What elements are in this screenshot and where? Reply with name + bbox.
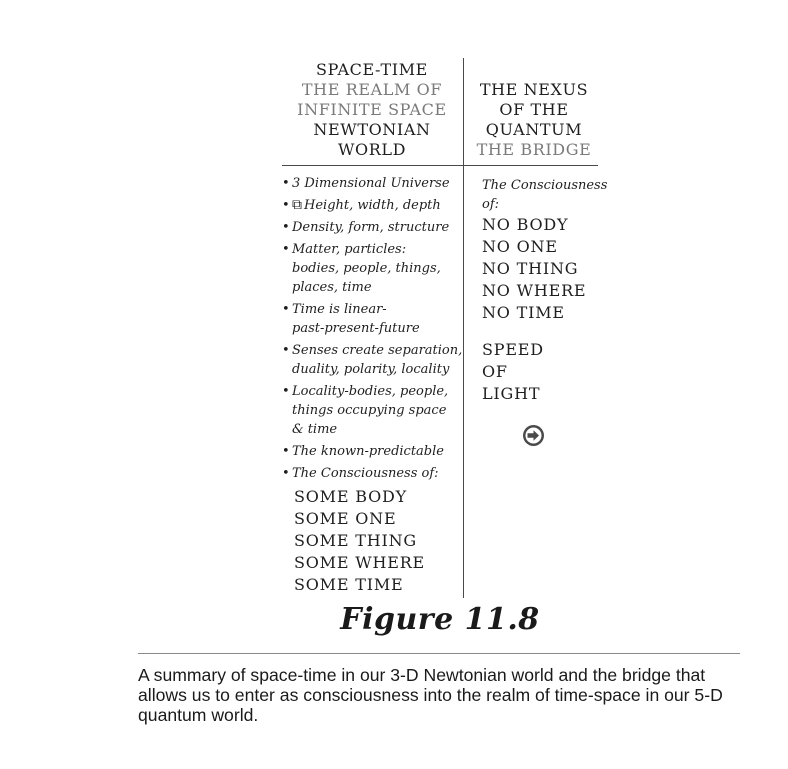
- bullet-text: & time: [292, 422, 338, 437]
- right-no-list: [482, 214, 586, 324]
- some-item: SOME BODY: [294, 487, 407, 506]
- right-speed-list: [482, 339, 544, 405]
- right-header-line: THE NEXUS: [479, 80, 589, 99]
- bullet-item: [282, 464, 462, 483]
- bullet-text: Matter, particles:: [292, 242, 407, 257]
- right-consciousness-label: [482, 176, 607, 214]
- right-header-line: QUANTUM: [485, 120, 583, 139]
- caption-rule: [138, 653, 740, 654]
- left-header-line: WORLD: [337, 140, 407, 159]
- bullet-line: [292, 442, 462, 461]
- bullet-item: [282, 240, 462, 297]
- bullet-text: Density, form, structure: [292, 220, 450, 235]
- bullet-item: [282, 382, 462, 439]
- bullet-line: [292, 240, 462, 259]
- right-consciousness-line: of:: [482, 197, 500, 212]
- bullet-marker: •: [282, 176, 290, 191]
- bullet-line: [292, 341, 462, 360]
- left-bullet-list: [282, 174, 462, 486]
- bullet-line: [292, 259, 462, 278]
- bullet-text: Height, width, depth: [304, 198, 441, 213]
- right-column-header: [468, 80, 600, 160]
- bullet-line: [292, 464, 462, 483]
- bullet-marker: •: [282, 242, 290, 257]
- bullet-text: The Consciousness of:: [292, 466, 439, 481]
- bullet-line: [292, 319, 462, 338]
- no-item: NO TIME: [482, 303, 565, 322]
- bullet-item: [282, 196, 462, 215]
- bullet-line: [292, 218, 462, 237]
- cube-icon: ⧉: [292, 197, 302, 213]
- bullet-text: 3 Dimensional Universe: [292, 176, 450, 191]
- bullet-text: duality, polarity, locality: [292, 362, 450, 377]
- bullet-text: Senses create separation,: [292, 343, 463, 358]
- bullet-line: [292, 360, 462, 379]
- bullet-line: [292, 174, 462, 193]
- no-item: NO BODY: [482, 215, 569, 234]
- bullet-text: places, time: [292, 280, 372, 295]
- bullet-text: The known-predictable: [292, 444, 444, 459]
- column-divider-vertical: [463, 58, 464, 598]
- bullet-line: [292, 401, 462, 420]
- right-header-line: OF THE: [499, 100, 569, 119]
- left-header-line: NEWTONIAN: [313, 120, 431, 139]
- header-divider-horizontal: [282, 165, 598, 166]
- left-header-line: INFINITE SPACE: [297, 100, 447, 119]
- speed-item: OF: [482, 362, 508, 381]
- bullet-marker: •: [282, 198, 290, 213]
- bullet-marker: •: [282, 384, 290, 399]
- bullet-item: [282, 174, 462, 193]
- speed-item: SPEED: [482, 340, 544, 359]
- bullet-line: [292, 420, 462, 439]
- bullet-line: [292, 382, 462, 401]
- right-consciousness-line: The Consciousness: [482, 178, 608, 193]
- bullet-marker: •: [282, 466, 290, 481]
- bullet-text: past-present-future: [292, 321, 420, 336]
- bullet-text: things occupying space: [292, 403, 447, 418]
- bullet-marker: •: [282, 444, 290, 459]
- bullet-line: [292, 300, 462, 319]
- right-header-line: THE BRIDGE: [476, 140, 592, 159]
- bullet-item: [282, 300, 462, 338]
- bullet-line: [292, 278, 462, 297]
- bullet-marker: •: [282, 343, 290, 358]
- some-item: SOME TIME: [294, 575, 404, 594]
- some-item: SOME ONE: [294, 509, 397, 528]
- bullet-line: [292, 196, 462, 215]
- figure-caption: A summary of space-time in our 3-D Newtonian world and the bridge that allows us to enter as consciousness into the realm of time-space in our 5-D quantum world.: [138, 665, 723, 725]
- left-header-line: SPACE-TIME: [316, 60, 428, 79]
- figure-title: Figure 11.8: [340, 602, 540, 637]
- some-item: SOME THING: [294, 531, 417, 550]
- bullet-marker: •: [282, 220, 290, 235]
- no-item: NO WHERE: [482, 281, 587, 300]
- bullet-item: [282, 218, 462, 237]
- bullet-item: [282, 442, 462, 461]
- right-arrow-circle-icon: [522, 424, 545, 447]
- bullet-item: [282, 341, 462, 379]
- left-header-line: THE REALM OF: [301, 80, 443, 99]
- no-item: NO ONE: [482, 237, 558, 256]
- bullet-text: bodies, people, things,: [292, 261, 441, 276]
- speed-item: LIGHT: [482, 384, 541, 403]
- left-some-list: [294, 486, 425, 596]
- some-item: SOME WHERE: [294, 553, 426, 572]
- left-column-header: [286, 60, 458, 160]
- bullet-marker: •: [282, 302, 290, 317]
- bullet-text: Time is linear-: [292, 302, 387, 317]
- bullet-text: Locality-bodies, people,: [292, 384, 449, 399]
- no-item: NO THING: [482, 259, 579, 278]
